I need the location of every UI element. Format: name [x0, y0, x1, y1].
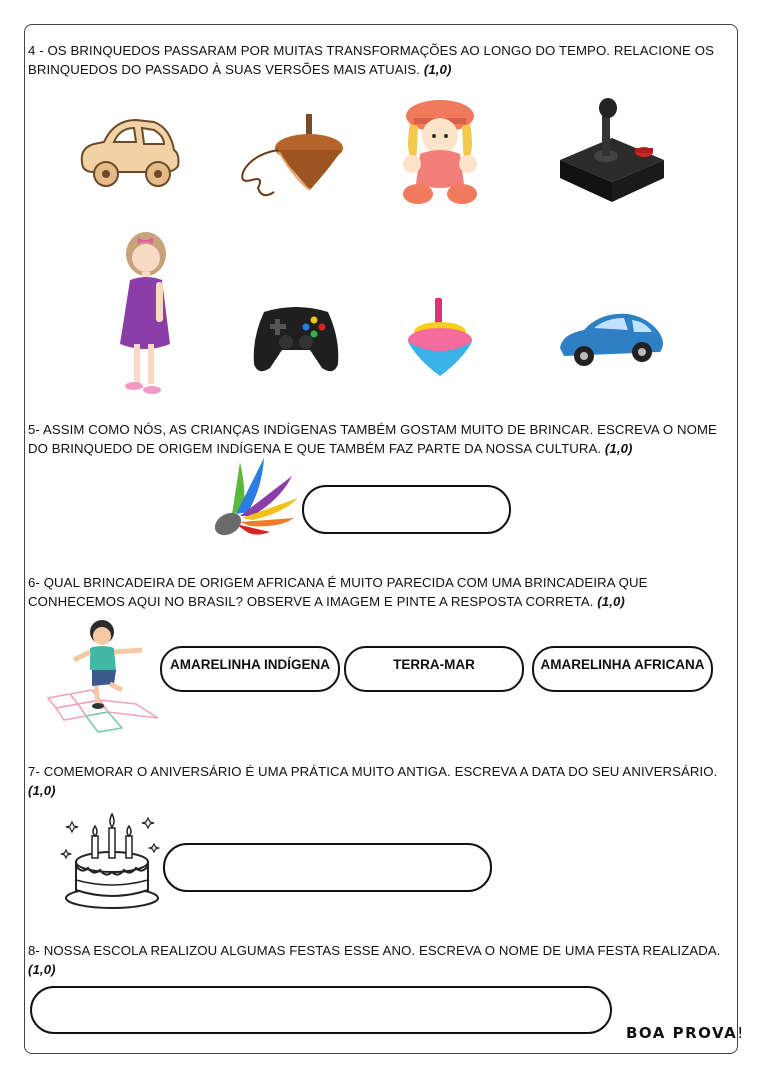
option-amarelinha-indigena[interactable]: AMARELINHA INDÍGENA	[160, 646, 340, 692]
answer-box-q5[interactable]	[302, 485, 511, 534]
boa-prova-footer	[626, 1024, 743, 1042]
boa-prova-text: BOA PROVA	[626, 1024, 738, 1042]
question-7-text: 7- COMEMORAR O ANIVERSÁRIO É UMA PRÁTICA MUITO ANTIGA. ESCREVA A DATA DO SEU ANIVERSÁRIO.	[28, 764, 718, 779]
question-5-text: 5- ASSIM COMO NÓS, AS CRIANÇAS INDÍGENAS TAMBÉM GOSTAM MUITO DE BRINCAR. ESCREVA O NOME DO BRINQUEDO DE ORIGEM INDÍGENA E QUE TAMBÉM FAZ PARTE DA NOSSA CULTURA.	[28, 422, 717, 456]
question-6-text: 6- QUAL BRINCADEIRA DE ORIGEM AFRICANA É MUITO PARECIDA COM UMA BRINCADEIRA QUE CONHECEMOS AQUI NO BRASIL? OBSERVE A IMAGEM E PINTE A RESPOSTA CORRETA.	[28, 575, 648, 609]
answer-box-q7[interactable]	[163, 843, 492, 892]
question-8-score: (1,0)	[28, 962, 56, 977]
peteca-icon	[210, 458, 302, 538]
toy-car-icon[interactable]	[554, 300, 668, 376]
question-6	[28, 573, 728, 611]
question-7	[28, 762, 732, 800]
hopscotch-child-icon	[46, 618, 162, 738]
question-4	[28, 41, 728, 79]
rag-doll-icon[interactable]	[394, 96, 486, 208]
plastic-spinning-top-icon[interactable]	[406, 296, 478, 380]
question-6-score: (1,0)	[597, 594, 625, 609]
question-4-text: 4 - OS BRINQUEDOS PASSARAM POR MUITAS TRANSFORMAÇÕES AO LONGO DO TEMPO. RELACIONE OS BRINQUEDOS DO PASSADO À SUAS VERSÕES MAIS ATUAIS.	[28, 43, 714, 77]
answer-box-q8[interactable]	[30, 986, 612, 1034]
birthday-cake-icon	[60, 810, 164, 916]
question-8	[28, 941, 732, 979]
question-8-text: 8- NOSSA ESCOLA REALIZOU ALGUMAS FESTAS ESSE ANO. ESCREVA O NOME DE UMA FESTA REALIZADA.	[28, 943, 721, 958]
question-4-score: (1,0)	[423, 62, 452, 77]
modern-doll-icon[interactable]	[112, 232, 176, 396]
option-amarelinha-africana[interactable]: AMARELINHA AFRICANA	[532, 646, 713, 692]
question-5-score: (1,0)	[604, 441, 633, 456]
question-5	[28, 420, 732, 458]
joystick-icon[interactable]	[556, 98, 668, 204]
wooden-spinning-top-icon[interactable]	[234, 110, 344, 206]
boa-prova-exclamation: !	[737, 1024, 744, 1042]
question-7-score: (1,0)	[28, 783, 56, 798]
option-terra-mar[interactable]: TERRA-MAR	[344, 646, 524, 692]
gamepad-icon[interactable]	[250, 298, 342, 378]
wooden-car-icon[interactable]	[74, 110, 186, 190]
